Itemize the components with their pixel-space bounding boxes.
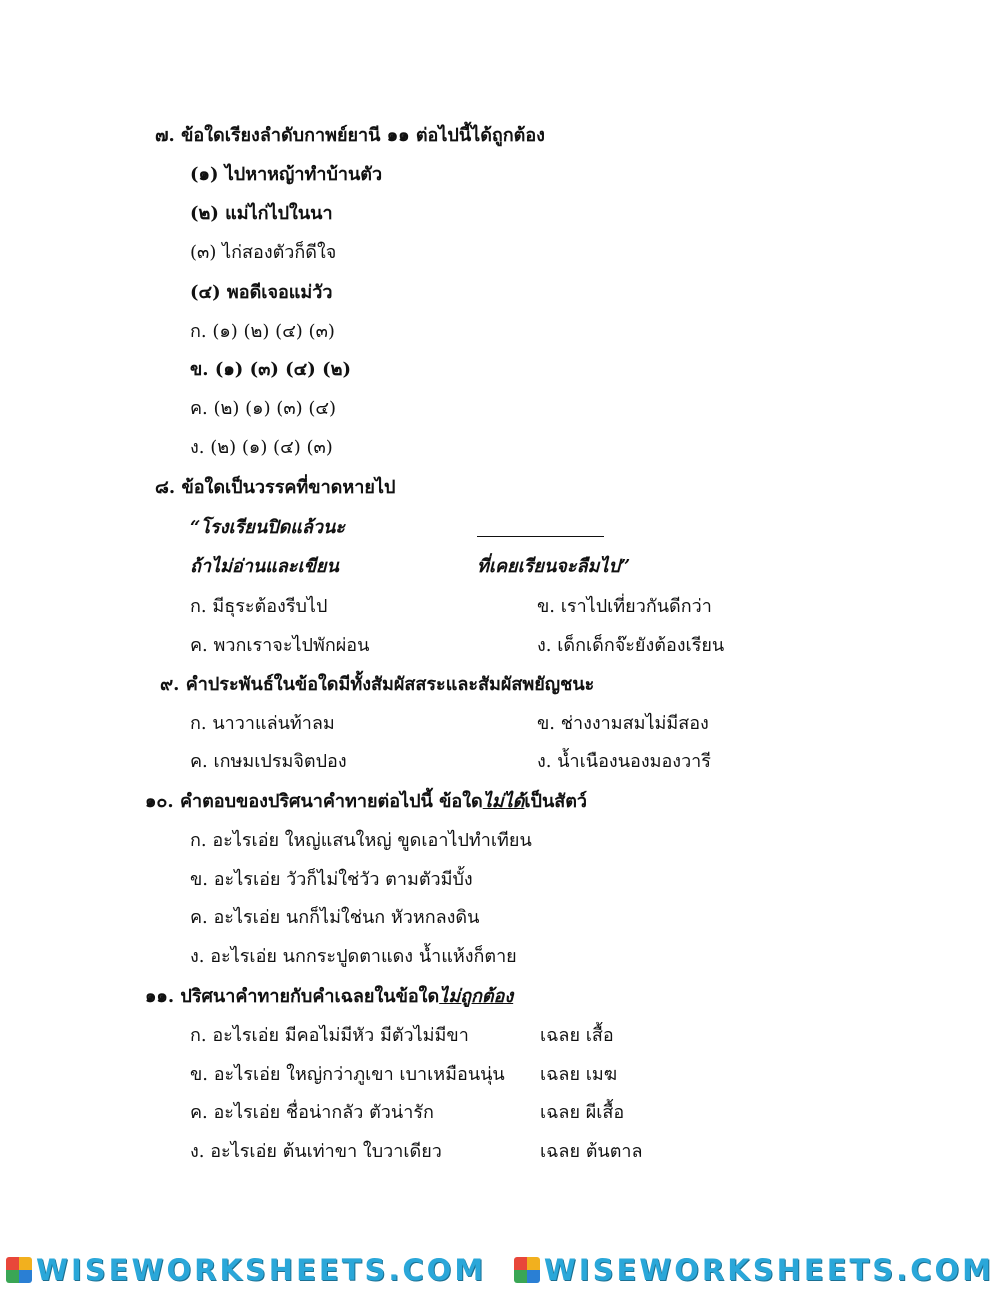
q7-line-2: (๒) แม่ไก่ไปในนา xyxy=(190,203,333,224)
q7-choice-d[interactable]: ง. (๒) (๑) (๔) (๓) xyxy=(190,437,333,458)
q10-number: ๑๐. xyxy=(145,791,174,812)
q10-choice-c[interactable]: ค. อะไรเอ่ย นกก็ไม่ใช่นก หัวหกลงดิน xyxy=(190,907,480,928)
footer-brand-right[interactable] xyxy=(514,1253,994,1287)
q10-text-before: คำตอบของปริศนาคำทายต่อไปนี้ ข้อใด xyxy=(179,791,483,812)
footer-brand-text: WISEWORKSHEETS.COM xyxy=(543,1253,994,1287)
q10-text-emphasis: ไม่ได้ xyxy=(482,791,525,812)
q11-number: ๑๑. xyxy=(145,986,175,1007)
q11-choice-c-riddle[interactable]: ค. อะไรเอ่ย ชื่อน่ากลัว ตัวน่ารัก xyxy=(190,1102,434,1123)
logo-square-blue xyxy=(19,1270,32,1283)
q7-line-3: (๓) ไก่สองตัวก็ดีใจ xyxy=(190,242,337,263)
logo-square-blue xyxy=(527,1270,540,1283)
logo-square-green xyxy=(6,1270,19,1283)
q11-choice-a-answer: เฉลย เสื้อ xyxy=(540,1025,614,1046)
wiseworksheets-logo-icon xyxy=(514,1257,540,1283)
footer-brand-left[interactable] xyxy=(6,1253,486,1287)
q8-choice-a[interactable]: ก. มีธุระต้องรีบไป xyxy=(190,596,328,617)
q7-number: ๗. xyxy=(155,125,175,146)
logo-square-red xyxy=(6,1257,19,1270)
q10-choice-d[interactable]: ง. อะไรเอ่ย นกกระปูดตาแดง น้ำแห้งก็ตาย xyxy=(190,946,517,967)
q8-number: ๘. xyxy=(155,477,176,498)
q7-text: ข้อใดเรียงลำดับกาพย์ยานี ๑๑ ต่อไปนี้ได้ถูกต้อง xyxy=(181,125,545,146)
q10-choice-b[interactable]: ข. อะไรเอ่ย วัวก็ไม่ใช่วัว ตามตัวมีบั้ง xyxy=(190,869,473,890)
q9-choice-d[interactable]: ง. น้ำเนืองนองมองวารี xyxy=(537,751,711,772)
q11-text-emphasis: ไม่ถูกต้อง xyxy=(439,986,514,1007)
q11-choice-d-riddle[interactable]: ง. อะไรเอ่ย ต้นเท่าขา ใบวาเดียว xyxy=(190,1141,442,1162)
q11-choice-c-answer: เฉลย ผีเสื้อ xyxy=(540,1102,625,1123)
q11-choice-d-answer: เฉลย ต้นตาล xyxy=(540,1141,643,1162)
q9-text: คำประพันธ์ในข้อใดมีทั้งสัมผัสสระและสัมผัสพยัญชนะ xyxy=(185,674,595,695)
q8-poem-line-1: “โรงเรียนปิดแล้วนะ xyxy=(190,517,345,538)
q11-stem xyxy=(145,985,513,1009)
q8-choice-b[interactable]: ข. เราไปเที่ยวกันดีกว่า xyxy=(537,596,712,617)
q9-choice-a[interactable]: ก. นาวาแล่นท้าลม xyxy=(190,713,335,734)
q9-choice-c[interactable]: ค. เกษมเปรมจิตปอง xyxy=(190,751,347,772)
logo-square-yellow xyxy=(19,1257,32,1270)
q8-text: ข้อใดเป็นวรรคที่ขาดหายไป xyxy=(181,477,396,498)
q7-choice-b[interactable]: ข. (๑) (๓) (๔) (๒) xyxy=(190,359,351,380)
q10-choice-a[interactable]: ก. อะไรเอ่ย ใหญ่แสนใหญ่ ขูดเอาไปทำเทียน xyxy=(190,830,532,851)
q8-choice-d[interactable]: ง. เด็กเด็กจ๊ะยังต้องเรียน xyxy=(537,635,725,656)
q11-text-before: ปริศนาคำทายกับคำเฉลยในข้อใด xyxy=(180,986,440,1007)
q11-choice-b-answer: เฉลย เมฆ xyxy=(540,1064,618,1085)
q7-choice-c[interactable]: ค. (๒) (๑) (๓) (๔) xyxy=(190,398,337,419)
q9-choice-b[interactable]: ข. ช่างงามสมไม่มีสอง xyxy=(537,713,709,734)
footer-watermark xyxy=(0,1252,1000,1288)
q8-stem xyxy=(155,476,395,500)
q11-choice-a-riddle[interactable]: ก. อะไรเอ่ย มีคอไม่มีหัว มีตัวไม่มีขา xyxy=(190,1025,469,1046)
q8-poem-line-2-right: ที่เคยเรียนจะลืมไป” xyxy=(477,556,631,577)
q11-choice-b-riddle[interactable]: ข. อะไรเอ่ย ใหญ่กว่าภูเขา เบาเหมือนนุ่น xyxy=(190,1064,505,1085)
logo-square-green xyxy=(514,1270,527,1283)
q9-stem xyxy=(160,673,594,697)
q9-number: ๙. xyxy=(160,674,180,695)
q8-blank-line xyxy=(477,536,604,537)
q7-line-1: (๑) ไปหาหญ้าทำบ้านตัว xyxy=(190,164,383,185)
logo-square-red xyxy=(514,1257,527,1270)
q8-choice-c[interactable]: ค. พวกเราจะไปพักผ่อน xyxy=(190,635,370,656)
q7-stem xyxy=(155,124,545,148)
q7-choice-a[interactable]: ก. (๑) (๒) (๔) (๓) xyxy=(190,321,335,342)
q8-poem-line-2-left: ถ้าไม่อ่านและเขียน xyxy=(190,556,339,577)
q10-stem xyxy=(145,790,587,814)
q10-text-after: เป็นสัตว์ xyxy=(524,791,588,812)
footer-brand-text: WISEWORKSHEETS.COM xyxy=(36,1253,487,1287)
logo-square-yellow xyxy=(527,1257,540,1270)
q7-line-4: (๔) พอดีเจอแม่วัว xyxy=(190,282,333,303)
wiseworksheets-logo-icon xyxy=(6,1257,32,1283)
